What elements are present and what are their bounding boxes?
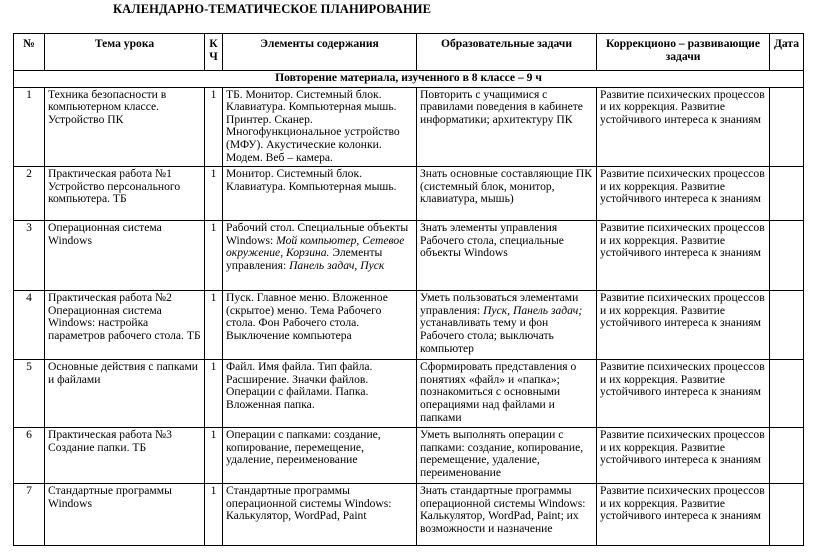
header-tasks: Образовательные задачи (417, 34, 597, 71)
header-num: № (14, 34, 45, 71)
header-correction: Коррекционо – развивающие задачи (597, 34, 770, 71)
row-tasks: Знать элементы управления Рабочего стола, специальные объекты Windows (417, 221, 597, 291)
table-row (14, 484, 804, 546)
row-date (770, 221, 804, 291)
row-correction: Развитие психических процессов и их коррекция. Развитие устойчивого интереса к знаниям (597, 87, 770, 167)
section-title: Повторение материала, изученного в 8 классе – 9 ч (14, 71, 804, 88)
tasks-italic: Пуск, Панель задач; (483, 303, 583, 317)
row-date (770, 291, 804, 360)
row-correction: Развитие психических процессов и их коррекция. Развитие устойчивого интереса к знаниям (597, 221, 770, 291)
row-tasks: Уметь выполнять операции с папками: создание, копирование, перемещение, удаление, переименование (417, 428, 597, 484)
page-title: КАЛЕНДАРНО-ТЕМАТИЧЕСКОЕ ПЛАНИРОВАНИЕ (113, 2, 432, 16)
row-tasks: Повторить с учащимися с правилами поведения в кабинете информатики; архитектуру ПК (417, 87, 597, 167)
row-correction: Развитие психических процессов и их коррекция. Развитие устойчивого интереса к знаниям (597, 167, 770, 221)
row-content: Операции с папками: создание, копирование, перемещение, удаление, переименование (223, 428, 417, 484)
row-hours: 1 (205, 291, 223, 360)
row-topic: Основные действия с папками и файлами (45, 360, 205, 428)
content-italic: Мой компьютер, Сетевое окружение, Корзина. (226, 233, 405, 260)
header-hours: К Ч (205, 34, 223, 71)
row-date (770, 484, 804, 546)
content-text: Элементы управления: (226, 246, 383, 272)
row-num: 4 (14, 291, 45, 360)
row-num: 1 (14, 87, 45, 167)
row-tasks: Сформировать представления о понятиях «файл» и «папка»; познакомиться с основными операциями над файлами и папками (417, 360, 597, 428)
row-correction: Развитие психических процессов и их коррекция. Развитие устойчивого интереса к знаниям (597, 360, 770, 428)
row-topic: Практическая работа №2 Операционная система Windows: настройка параметров рабочего стола. ТБ (45, 291, 205, 360)
row-content: Монитор. Системный блок. Клавиатура. Компьютерная мышь. (223, 167, 417, 221)
header-row (14, 34, 804, 71)
row-num: 3 (14, 221, 45, 291)
row-date (770, 360, 804, 428)
row-tasks (417, 291, 597, 360)
row-num: 2 (14, 167, 45, 221)
row-topic: Практическая работа №1 Устройство персонального компьютера. ТБ (45, 167, 205, 221)
table-row (14, 428, 804, 484)
row-hours: 1 (205, 87, 223, 167)
row-num: 5 (14, 360, 45, 428)
row-num: 6 (14, 428, 45, 484)
row-hours: 1 (205, 221, 223, 291)
row-date (770, 167, 804, 221)
row-content: Пуск. Главное меню. Вложенное (скрытое) меню. Тема Рабочего стола. Фон Рабочего стола. Выключение компьютера (223, 291, 417, 360)
row-topic: Практическая работа №3 Создание папки. ТБ (45, 428, 205, 484)
row-content: ТБ. Монитор. Системный блок. Клавиатура. Компьютерная мышь. Принтер. Сканер. Многофункциональное устройство (МФУ). Акустические колонки. Модем. Веб – камера. (223, 87, 417, 167)
table-row (14, 360, 804, 428)
row-correction: Развитие психических процессов и их коррекция. Развитие устойчивого интереса к знаниям (597, 291, 770, 360)
row-tasks: Знать основные составляющие ПК (системный блок, монитор, клавиатура, мышь) (417, 167, 597, 221)
row-date (770, 428, 804, 484)
row-topic: Стандартные программы Windows (45, 484, 205, 546)
row-num: 7 (14, 484, 45, 546)
table-row (14, 291, 804, 360)
row-correction: Развитие психических процессов и их коррекция. Развитие устойчивого интереса к знаниям (597, 428, 770, 484)
row-date (770, 87, 804, 167)
planning-table (13, 33, 804, 546)
row-hours: 1 (205, 167, 223, 221)
row-topic: Техника безопасности в компьютерном классе. Устройство ПК (45, 87, 205, 167)
table-row (14, 221, 804, 291)
header-topic: Тема урока (45, 34, 205, 71)
content-italic: Панель задач, Пуск (289, 258, 385, 272)
row-content: Стандартные программы операционной системы Windows: Калькулятор, WordPad, Paint (223, 484, 417, 546)
tasks-text: устанавливать тему и фон Рабочего стола; выключать компьютер (420, 316, 554, 355)
table-row (14, 87, 804, 167)
row-correction: Развитие психических процессов и их коррекция. Развитие устойчивого интереса к знаниям (597, 484, 770, 546)
row-topic: Операционная система Windows (45, 221, 205, 291)
row-content (223, 221, 417, 291)
section-row (14, 71, 804, 88)
header-date: Дата (770, 34, 804, 71)
row-content: Файл. Имя файла. Тип файла. Расширение. Значки файлов. Операции с файлами. Папка. Вложенная папка. (223, 360, 417, 428)
header-content: Элементы содержания (223, 34, 417, 71)
row-hours: 1 (205, 484, 223, 546)
content-text: Рабочий стол. Специальные объекты Windows: (226, 221, 409, 247)
row-hours: 1 (205, 428, 223, 484)
row-hours: 1 (205, 360, 223, 428)
tasks-text: Уметь пользоваться элементами управления: (420, 291, 579, 317)
table-row (14, 167, 804, 221)
row-tasks: Знать стандартные программы операционной системы Windows: Калькулятор, WordPad, Paint; их возможности и назначение (417, 484, 597, 546)
